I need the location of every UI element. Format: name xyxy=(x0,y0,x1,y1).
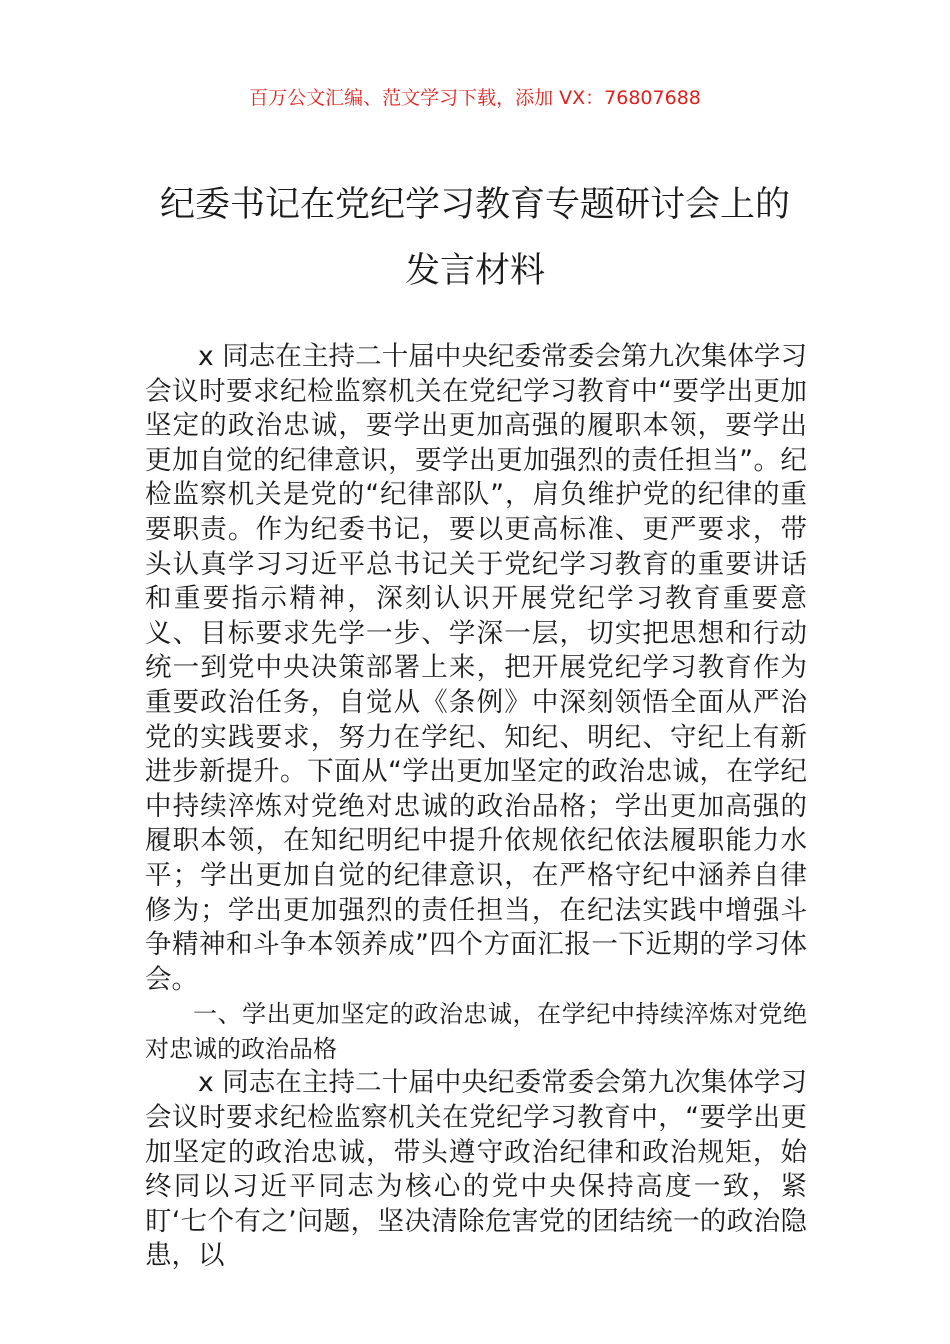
watermark-banner: 百万公文汇编、范文学习下载，添加 VX：76807688 xyxy=(249,87,701,109)
document-body xyxy=(145,340,807,1274)
title-line-1: 纪委书记在党纪学习教育专题研讨会上的 xyxy=(159,185,790,225)
section-heading-1: 一、学出更加坚定的政治忠诚，在学纪中持续淬炼对党绝对忠诚的政治品格 xyxy=(145,1000,807,1063)
section-1-paragraph: x 同志在主持二十届中央纪委常委会第九次集体学习会议时要求纪检监察机关在党纪学习教育中，“要学出更加坚定的政治忠诚，带头遵守政治纪律和政治规矩，始终同以习近平同志为核心的党中央保持高度一致，紧盯‘七个有之’问题，坚决清除危害党的团结统一的政治隐患，以 xyxy=(145,1067,807,1272)
intro-paragraph: x 同志在主持二十届中央纪委常委会第九次集体学习会议时要求纪检监察机关在党纪学习教育中“要学出更加坚定的政治忠诚，要学出更加高强的履职本领，要学出更加自觉的纪律意识，要学出更加强烈的责任担当”。纪检监察机关是党的“纪律部队”，肩负维护党的纪律的重要职责。作为纪委书记，要以更高标准、更严要求，带头认真学习习近平总书记关于党纪学习教育的重要讲话和重要指示精神，深刻认识开展党纪学习教育重要意义、目标要求先学一步、学深一层，切实把思想和行动统一到党中央决策部署上来，把开展党纪学习教育作为重要政治任务，自觉从《条例》中深刻领悟全面从严治党的实践要求，努力在学纪、知纪、明纪、守纪上有新进步新提升。下面从“学出更加坚定的政治忠诚，在学纪中持续淬炼对党绝对忠诚的政治品格；学出更加高强的履职本领，在知纪明纪中提升依规依纪依法履职能力水平；学出更加自觉的纪律意识，在严格守纪中涵养自律修为；学出更加强烈的责任担当，在纪法实践中增强斗争精神和斗争本领养成”四个方面汇报一下近期的学习体会。 xyxy=(145,341,807,995)
title-line-2: 发言材料 xyxy=(404,251,545,291)
document-title xyxy=(120,172,830,304)
